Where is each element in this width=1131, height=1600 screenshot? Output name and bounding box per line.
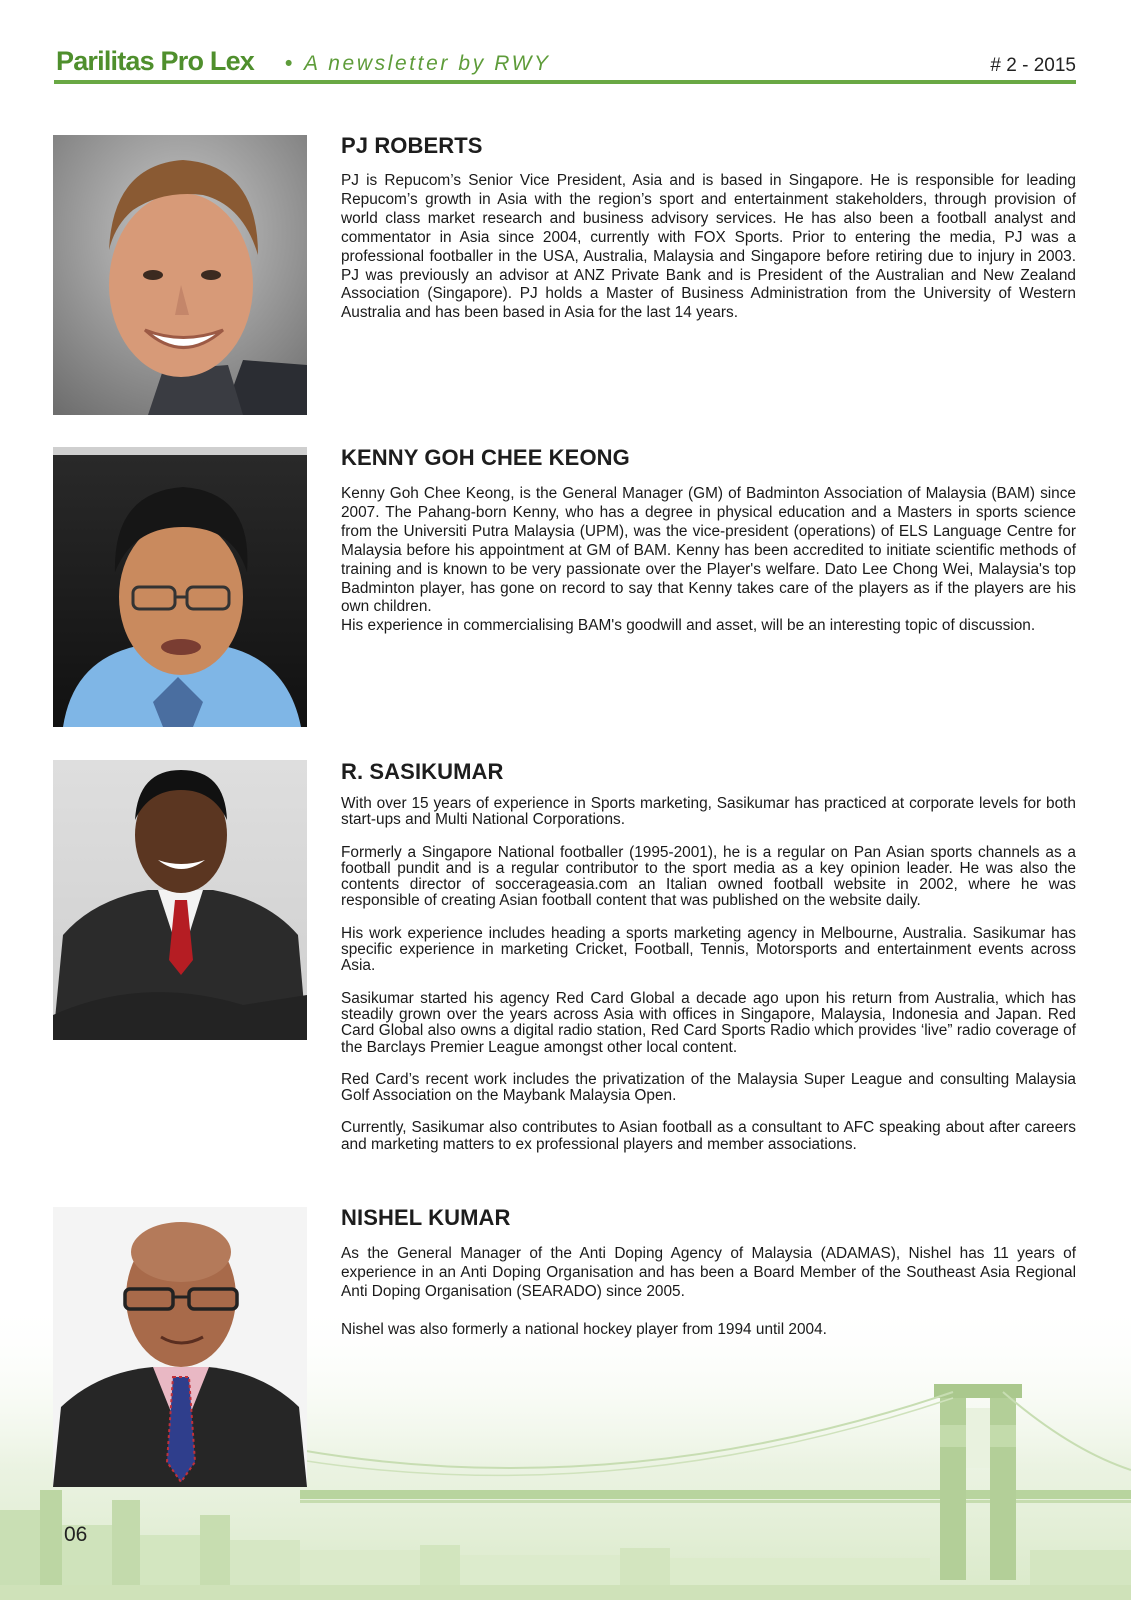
profile-bio: His experience in commercialising BAM's goodwill and asset, will be an interesting topic of discussion. bbox=[341, 617, 1036, 635]
profile-bio: Red Card’s recent work includes the privatization of the Malaysia Super League and consulting Malaysia Golf Association on the Maybank Malaysia Open. bbox=[341, 1070, 1076, 1105]
profile-bio: Nishel was also formerly a national hockey player from 1994 until 2004. bbox=[341, 1320, 827, 1338]
profile-name: NISHEL KUMAR bbox=[341, 1205, 511, 1230]
profile-nishel-kumar bbox=[341, 1205, 1076, 1340]
page-number: 06 bbox=[64, 1523, 88, 1546]
portrait-nishel-kumar bbox=[53, 1207, 307, 1487]
issue-number: # 2 - 2015 bbox=[990, 55, 1076, 76]
brand-title: Parilitas Pro Lex bbox=[56, 46, 254, 76]
profile-bio: With over 15 years of experience in Sports marketing, Sasikumar has practiced at corporate levels for both start-ups and Multi National Corporations. bbox=[341, 795, 1076, 829]
profile-name: PJ ROBERTS bbox=[341, 133, 483, 158]
profile-r-sasikumar bbox=[341, 759, 1076, 1153]
profile-bio: Formerly a Singapore National footballer (1995-2001), he is a regular on Pan Asian sports channels as a football pundit and is a regular contributor to the sport media as a key opinion leader. He was also the contents director of soccerageasia.com an Italian owned football website in 2002, where he was responsible of creating Asian football content that was published on the website daily. bbox=[341, 843, 1076, 910]
tagline-text: A newsletter by RWY bbox=[304, 52, 551, 75]
newsletter-header bbox=[54, 44, 1076, 84]
profile-bio: Kenny Goh Chee Keong, is the General Manager (GM) of Badminton Association of Malaysia (BAM) since 2007. The Pahang-born Kenny, who has a degree in physical education and a Masters in sports science from the Universiti Putra Malaysia (UPM), was the vice-president (operations) of ELS Language Centre for Malaysia before his appointment at GM of BAM. Kenny has been accredited to initiate scientific methods of training and is known to be very passionate over the Player's welfare. Dato Lee Chong Wei, Malaysia's top Badminton player, has gone on record to say that Kenny takes care of the players as if the players are his own children. bbox=[341, 485, 1076, 616]
portrait-r-sasikumar bbox=[53, 760, 307, 1040]
portrait-pj-roberts bbox=[53, 135, 307, 415]
profile-bio: As the General Manager of the Anti Doping Agency of Malaysia (ADAMAS), Nishel has 11 years of experience in an Anti Doping Organisation and has been a Board Member of the Southeast Asia Regional Anti Doping Organisation (SEARADO) since 2005. bbox=[341, 1245, 1076, 1300]
newsletter-tagline bbox=[285, 52, 551, 76]
profile-kenny-goh bbox=[341, 445, 1076, 636]
header-divider bbox=[54, 80, 1076, 84]
profile-name: R. SASIKUMAR bbox=[341, 759, 504, 784]
profile-bio: His work experience includes heading a sports marketing agency in Melbourne, Australia. Sasikumar has specific experience in marketing Cricket, Football, Tennis, Motorsports and entertainment events across Asia. bbox=[341, 924, 1076, 975]
bullet-separator: • bbox=[285, 52, 293, 75]
profile-name: KENNY GOH CHEE KEONG bbox=[341, 445, 630, 470]
profile-pj-roberts bbox=[341, 133, 1076, 323]
profile-bio: Currently, Sasikumar also contributes to Asian football as a consultant to AFC speaking about after careers and marketing matters to ex professional players and member associations. bbox=[341, 1119, 1076, 1153]
profile-bio: Sasikumar started his agency Red Card Global a decade ago upon his return from Australia, which has steadily grown over the years across Asia with offices in Singapore, Malaysia, Indonesia and Japan. Red Card Global also owns a digital radio station, Red Card Sports Radio which provides ‘live” radio coverage of the Barclays Premier League amongst other local content. bbox=[341, 989, 1076, 1056]
profile-bio: PJ is Repucom’s Senior Vice President, Asia and is based in Singapore. He is responsible for leading Repucom’s growth in Asia with the region’s sport and entertainment stakeholders, through provision of world class market research and business advisory services. He has also been a football analyst and commentator in Asia since 2004, currently with FOX Sports. Prior to entering the media, PJ was a professional footballer in the USA, Australia, Malaysia and Singapore before retiring due to injury in 2003. PJ was previously an advisor at ANZ Private Bank and is President of the Australian and New Zealand Association (Singapore). PJ holds a Master of Business Administration from the University of Western Australia and has been based in Asia for the last 14 years. bbox=[341, 172, 1076, 322]
portrait-kenny-goh bbox=[53, 447, 307, 727]
